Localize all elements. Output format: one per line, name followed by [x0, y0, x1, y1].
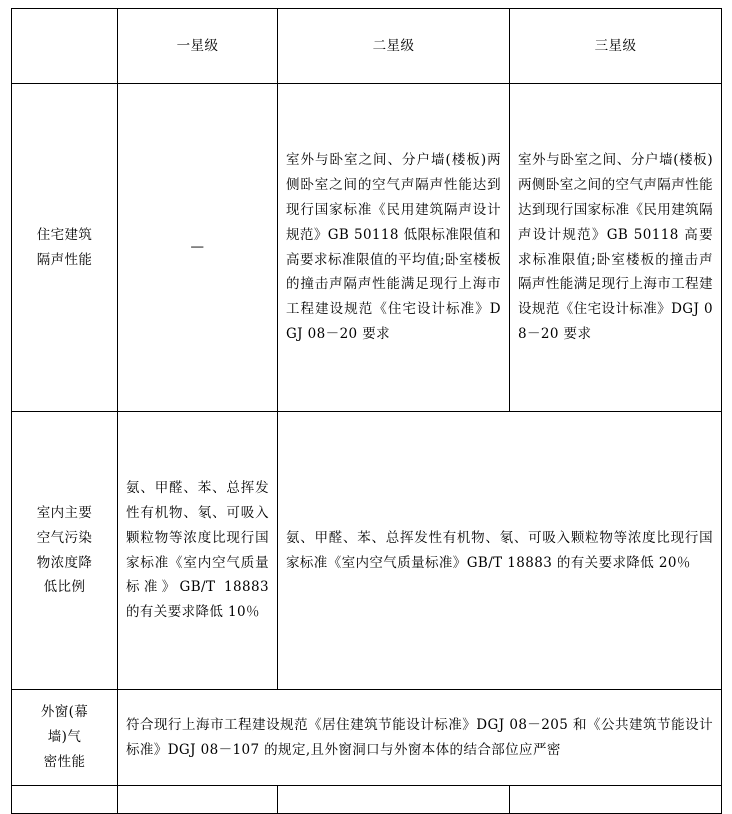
header-two-star: 二星级 — [278, 9, 510, 84]
row-label-window-airtightness — [12, 690, 118, 786]
bottom-cell-three — [510, 786, 722, 814]
table-header-row — [12, 9, 722, 84]
bottom-cell-one — [118, 786, 278, 814]
row-label-air-pollutant-line1: 室内主要 — [36, 504, 93, 521]
cell-window-airtightness-all: 符合现行上海市工程建设规范《居住建筑节能设计标准》DGJ 08－205 和《公共建筑节能设计标准》DGJ 08－107 的规定,且外窗洞口与外窗本体的结合部位应严密 — [118, 690, 722, 786]
row-label-acoustic-line1: 住宅建筑 — [36, 226, 93, 243]
cell-acoustic-two-star: 室外与卧室之间、分户墙(楼板)两侧卧室之间的空气声隔声性能达到现行国家标准《民用建筑隔声设计规范》GB 50118 低限标准限值和高要求标准限值的平均值;卧室楼板的撞击声隔声性能满足现行上海市工程建设规范《住宅设计标准》DGJ 08－20 要求 — [278, 84, 510, 412]
row-label-window-airtightness-line1: 外窗(幕 — [40, 704, 89, 721]
row-label-acoustic — [12, 84, 118, 412]
table-row — [12, 84, 722, 412]
row-label-acoustic-line2: 隔声性能 — [36, 251, 93, 268]
row-label-window-airtightness-line3: 密性能 — [43, 753, 86, 770]
table-row — [12, 412, 722, 690]
bottom-cell-label — [12, 786, 118, 814]
header-corner-cell — [12, 9, 118, 84]
header-three-star: 三星级 — [510, 9, 722, 84]
cell-acoustic-three-star: 室外与卧室之间、分户墙(楼板)两侧卧室之间的空气声隔声性能达到现行国家标准《民用建筑隔声设计规范》GB 50118 高要求标准限值;卧室楼板的撞击声隔声性能满足现行上海市工程建设规范《住宅设计标准》DGJ 08－20 要求 — [510, 84, 722, 412]
bottom-cell-two — [278, 786, 510, 814]
table-row — [12, 690, 722, 786]
document-page — [0, 8, 732, 807]
row-label-air-pollutant-line3: 物浓度降 — [36, 554, 93, 571]
cell-air-pollutant-two-three-star: 氨、甲醛、苯、总挥发性有机物、氡、可吸入颗粒物等浓度比现行国家标准《室内空气质量标准》GB/T 18883 的有关要求降低 20％ — [278, 412, 722, 690]
cell-acoustic-one-star: — — [118, 84, 278, 412]
row-label-window-airtightness-line2: 墙)气 — [47, 729, 82, 746]
cell-air-pollutant-one-star: 氨、甲醛、苯、总挥发性有机物、氡、可吸入颗粒物等浓度比现行国家标准《室内空气质量标准》GB/T 18883 的有关要求降低 10％ — [118, 412, 278, 690]
row-label-air-pollutant-line2: 空气污染 — [36, 529, 93, 546]
specification-table — [11, 8, 722, 814]
header-one-star: 一星级 — [118, 9, 278, 84]
row-label-air-pollutant — [12, 412, 118, 690]
table-bottom-row — [12, 786, 722, 814]
row-label-air-pollutant-line4: 低比例 — [43, 579, 86, 596]
